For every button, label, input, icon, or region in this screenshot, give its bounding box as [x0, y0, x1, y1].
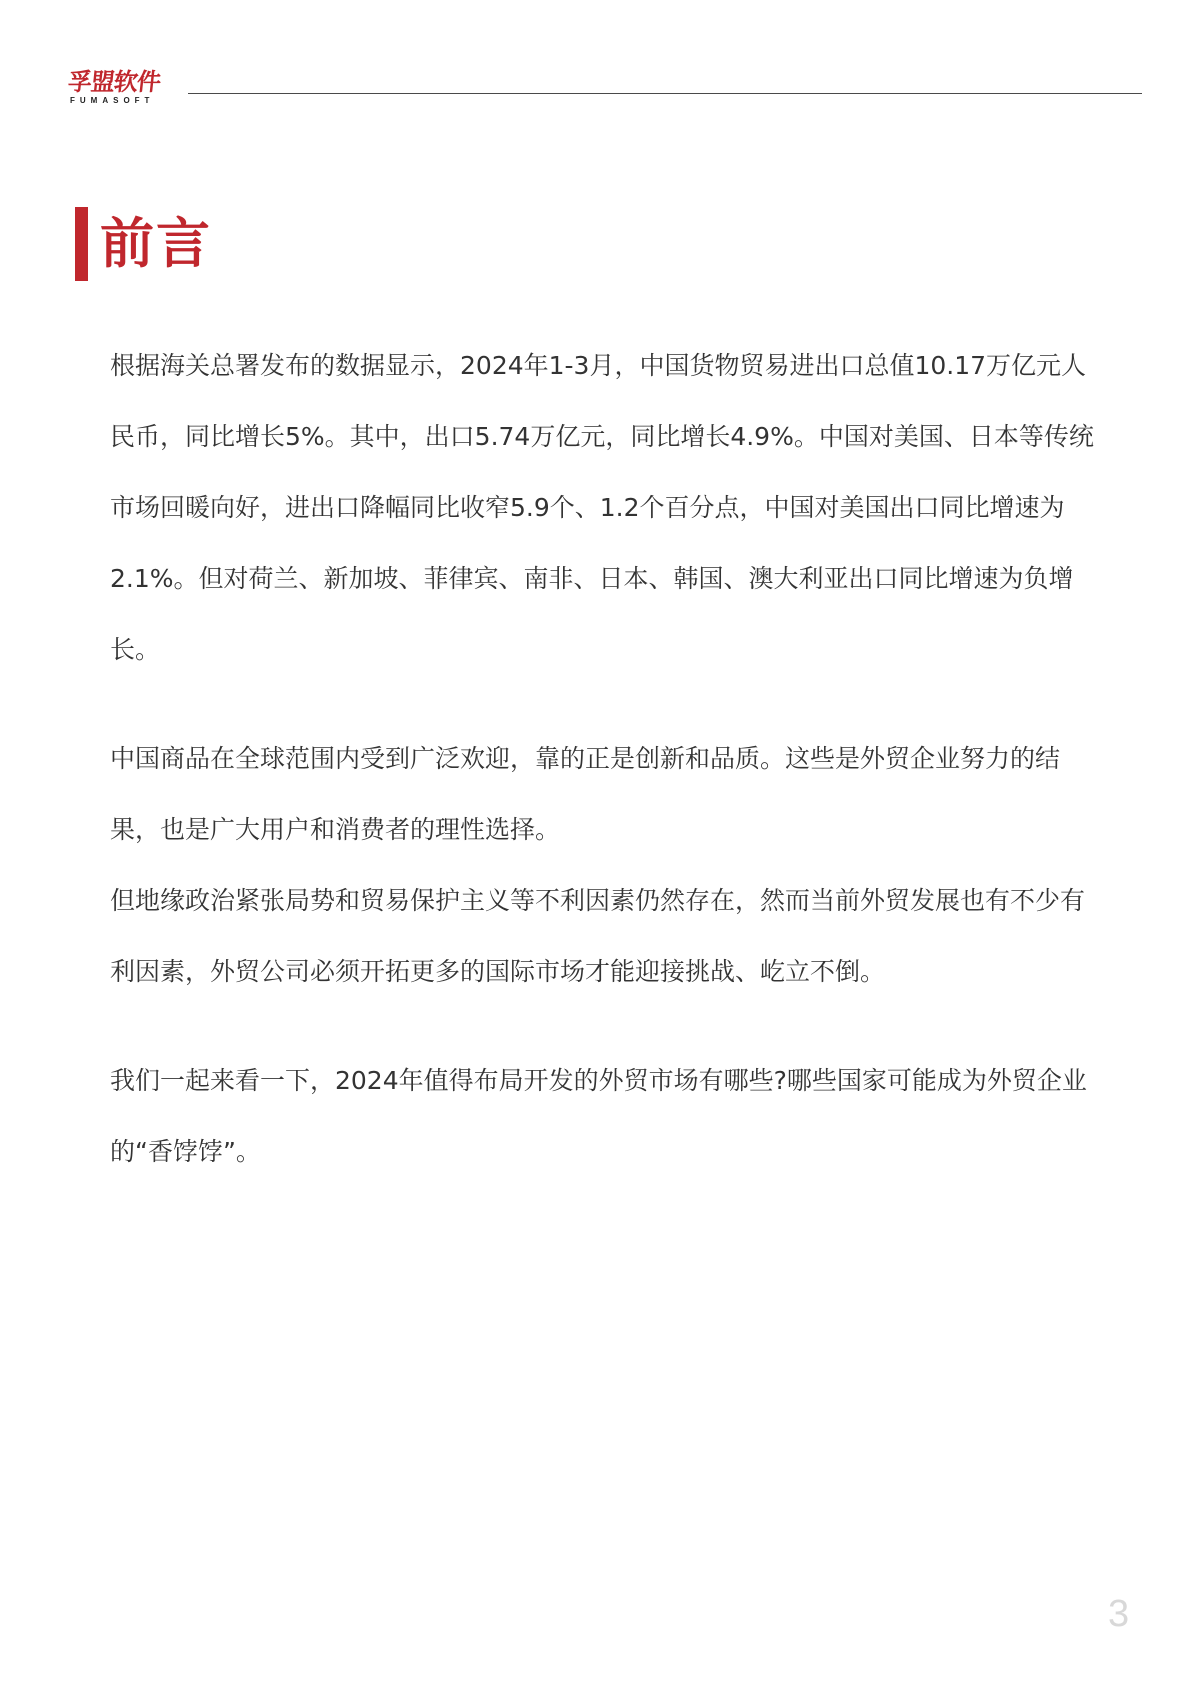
page-number: 3 — [1108, 1593, 1130, 1635]
body-content — [110, 330, 1105, 1187]
section-title: 前言 — [100, 212, 212, 275]
paragraph-markets-2024: 我们一起来看一下，2024年值得布局开发的外贸市场有哪些?哪些国家可能成为外贸企业的“香饽饽”。 — [110, 1066, 1087, 1166]
paragraph-challenges: 但地缘政治紧张局势和贸易保护主义等不利因素仍然存在，然而当前外贸发展也有不少有利因素，外贸公司必须开拓更多的国际市场才能迎接挑战、屹立不倒。 — [110, 886, 1086, 986]
page-header — [0, 0, 1200, 120]
section-heading — [75, 207, 212, 281]
logo-english-text: FUMASOFT — [70, 96, 155, 105]
header-divider — [188, 93, 1142, 94]
fumasoft-logo — [68, 68, 180, 106]
paragraph-innovation-quality: 中国商品在全球范围内受到广泛欢迎，靠的正是创新和品质。这些是外贸企业努力的结果，也是广大用户和消费者的理性选择。 — [110, 744, 1061, 844]
heading-accent-bar — [75, 207, 88, 281]
paragraph-trade-data: 根据海关总署发布的数据显示，2024年1-3月，中国货物贸易进出口总值10.17万亿元人民币，同比增长5%。其中，出口5.74万亿元，同比增长4.9%。中国对美国、日本等传统市场回暖向好，进出口降幅同比收窄5.9个、1.2个百分点，中国对美国出口同比增速为2.1%。但对荷兰、新加坡、菲律宾、南非、日本、韩国、澳大利亚出口同比增速为负增长。 — [110, 351, 1094, 664]
logo-chinese-text: 孚盟软件 — [66, 68, 162, 96]
